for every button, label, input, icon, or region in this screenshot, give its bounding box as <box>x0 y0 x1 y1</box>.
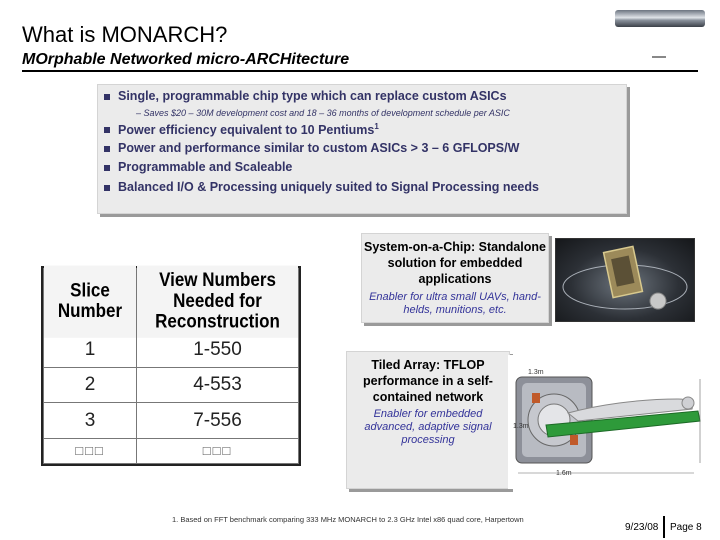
bullet-text: Programmable and Scaleable <box>118 160 293 174</box>
reconstruction-table <box>41 266 301 466</box>
bullet-text: Power and performance similar to custom ASICs > 3 – 6 GFLOPS/W <box>118 141 520 155</box>
soc-title: System-on-a-Chip: Standalone solution for embedded applications <box>364 240 546 286</box>
slide-date: 9/23/08 <box>625 522 659 533</box>
cell-slice: 3 <box>44 403 137 438</box>
footnote-ref: 1 <box>374 122 379 131</box>
logo-mark <box>652 56 666 58</box>
slide-title: What is MONARCH? <box>22 22 228 47</box>
sub-bullet-item <box>136 108 510 118</box>
footnote: 1. Based on FFT benchmark comparing 333 MHz MONARCH to 2.3 GHz Intel x86 quad core, Harpertown <box>172 515 524 524</box>
header-logo-image <box>615 10 705 27</box>
page-number: Page 8 <box>670 522 702 533</box>
footer-divider <box>663 516 665 538</box>
dimension-length-label: 1.6m <box>556 470 572 477</box>
bullet-square-icon <box>104 165 110 171</box>
table-row <box>44 438 299 463</box>
bullet-item <box>118 180 539 194</box>
scanner-illustration <box>508 355 708 489</box>
cell-view: □□□ <box>137 438 299 463</box>
cell-slice: 1 <box>44 333 137 368</box>
cell-slice: □□□ <box>44 438 137 463</box>
cell-view: 1-550 <box>137 333 299 368</box>
soc-subtitle: Enabler for ultra small UAVs, hand-helds, munitions, etc. <box>369 291 541 316</box>
chip-photo <box>555 238 695 322</box>
bullet-item <box>118 160 292 174</box>
bullet-square-icon <box>104 94 110 100</box>
bullet-panel <box>97 84 627 214</box>
bullet-text: Balanced I/O & Processing uniquely suited to Signal Processing needs <box>118 180 539 194</box>
table-row <box>44 403 299 438</box>
header-slice-number: Slice Number <box>44 264 137 338</box>
cell-slice: 2 <box>44 368 137 403</box>
dimension-height-label: 1.3m <box>528 369 544 376</box>
title-divider <box>22 70 698 72</box>
soc-callout <box>361 233 549 323</box>
bullet-square-icon <box>104 185 110 191</box>
header-view-numbers: View Numbers Needed for Reconstruction <box>137 264 299 338</box>
sub-bullet-dash: – <box>136 108 142 118</box>
sub-bullet-text: Saves $20 – 30M development cost and 18 – 36 months of development schedule per ASIC <box>143 108 510 118</box>
bullet-text: Power efficiency equivalent to 10 Pentiums <box>118 123 375 138</box>
bullet-square-icon <box>104 127 110 133</box>
cell-view: 7-556 <box>137 403 299 438</box>
tiled-title: Tiled Array: TFLOP performance in a self-contained network <box>363 358 493 404</box>
bullet-square-icon <box>104 146 110 152</box>
tiled-array-callout <box>346 351 510 489</box>
bullet-item <box>118 122 379 137</box>
chip-illustration <box>556 239 694 321</box>
tiled-subtitle: Enabler for embedded advanced, adaptive signal processing <box>364 408 492 446</box>
cell-view: 4-553 <box>137 368 299 403</box>
table-row <box>44 368 299 403</box>
bullet-item <box>118 89 507 103</box>
table-header-row <box>44 269 299 333</box>
dimension-depth-label: 1.3m <box>513 423 529 430</box>
bullet-text: Single, programmable chip type which can replace custom ASICs <box>118 89 507 103</box>
slide-subtitle: MOrphable Networked micro-ARCHitecture <box>22 51 350 68</box>
bullet-item <box>118 141 519 155</box>
